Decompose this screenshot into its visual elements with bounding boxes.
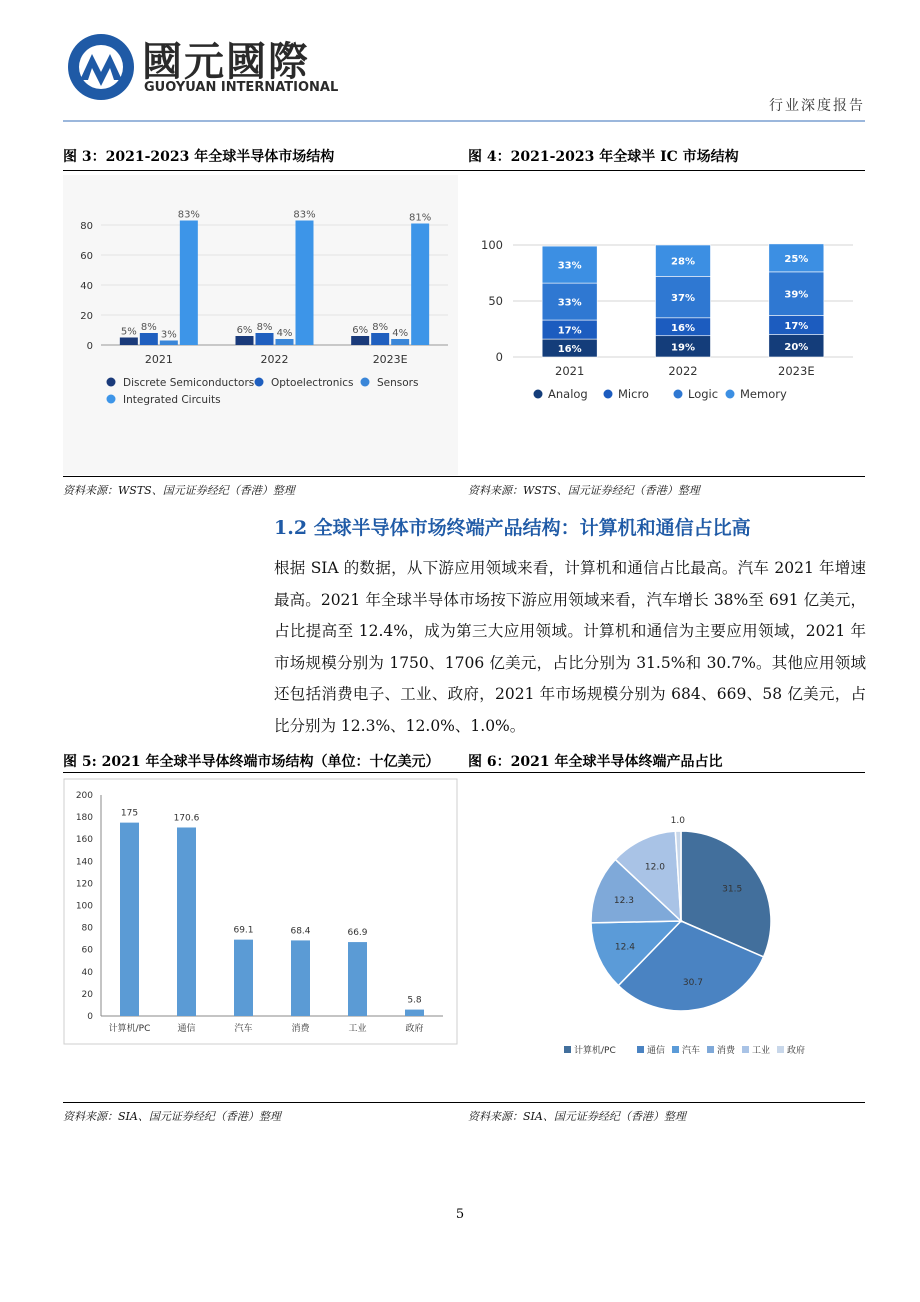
fig3-title: 图 3：2021-2023 年全球半导体市场结构 (63, 149, 335, 165)
fig5-ytick-label: 200 (75, 791, 93, 801)
fig6-slice-label: 12.3 (613, 896, 634, 907)
report-type: 行业深度报告 (769, 98, 865, 114)
fig3-bar (371, 333, 389, 345)
fig3-bar (180, 221, 198, 346)
fig5-data-label: 175 (120, 808, 139, 819)
fig3-data-label: 8% (140, 322, 157, 333)
fig6-legend-label: 汽车 (682, 1046, 701, 1056)
fig5-bar (405, 1010, 424, 1016)
fig3-data-label: 4% (392, 328, 409, 339)
fig5-ytick-label: 180 (75, 813, 93, 824)
fig6-legend-marker (777, 1046, 784, 1053)
fig3-legend-label: Discrete Semiconductors (123, 377, 255, 389)
fig3-legend-marker (361, 378, 370, 387)
fig5-source: 资料来源：SIA、国元证券经纪（香港）整理 (63, 1110, 281, 1123)
fig3-legend-marker (107, 378, 116, 387)
fig3-xtick-label: 2023E (372, 353, 408, 366)
section-paragraph: 根据 SIA 的数据，从下游应用领域来看，计算机和通信占比最高。汽车 2021 年增速最高。2021 年全球半导体市场按下游应用领域来看，汽车增长 38%至 691 亿美元，占比提高至 12.4%，成为第三大应用领域。计算机和通信为主要应用领域，2021 年市场规模分别为 1750、1706 亿美元，占比分别为 31.5%和 30.7%。其他应用领域还包括消费电子、工业、政府，2021 年市场规模分别为 684、669、58 亿美元，占比分别为 12.3%、12.0%、1.0%。 (274, 559, 866, 735)
fig3-bar (276, 339, 294, 345)
fig3-data-label: 5% (120, 326, 137, 338)
fig5-ytick-label: 0 (87, 1012, 93, 1022)
company-name-cn: 國元國際 (142, 39, 310, 85)
fig5-ytick-label: 40 (81, 967, 93, 978)
fig6-title: 图 6：2021 年全球半导体终端产品占比 (468, 754, 723, 770)
fig5-title: 图 5: 2021 年全球半导体终端市场结构（单位：十亿美元） (63, 754, 440, 770)
fig-row1-top-rule (63, 170, 865, 171)
fig3-bar (120, 338, 138, 346)
fig5-bar (291, 940, 310, 1016)
fig5-data-label: 69.1 (233, 925, 254, 936)
fig4-legend-label: Micro (618, 387, 649, 401)
header-divider (63, 120, 865, 122)
fig4-data-label: 25% (784, 253, 809, 265)
fig3-ytick-label: 80 (80, 221, 93, 232)
fig4-ytick-label: 0 (495, 350, 503, 364)
fig6-legend-label: 消费 (717, 1046, 736, 1056)
fig6-legend-marker (637, 1046, 644, 1053)
fig4-data-label: 28% (671, 256, 695, 268)
fig6-legend-marker (742, 1046, 749, 1053)
fig4-xtick-label: 2021 (555, 364, 585, 378)
fig4-data-label: 33% (557, 260, 582, 272)
fig3-bar (351, 336, 369, 345)
fig5-ytick-label: 120 (75, 879, 93, 890)
fig3-xtick-label: 2021 (144, 353, 173, 366)
fig4-data-label: 37% (671, 293, 695, 305)
fig5-bar (234, 940, 253, 1016)
company-name-en: GUOYUAN INTERNATIONAL (144, 80, 339, 95)
fig4-source: 资料来源：WSTS、国元证券经纪（香港）整理 (468, 484, 700, 497)
fig3-legend-label: Sensors (377, 377, 419, 389)
fig4-ytick-label: 100 (481, 238, 503, 252)
fig6-legend-marker (707, 1046, 714, 1053)
fig3-legend-marker (107, 395, 116, 404)
fig4-ytick-label: 50 (488, 294, 503, 308)
fig3-chart (63, 175, 458, 475)
fig3-ytick-label: 60 (80, 251, 93, 262)
fig3-data-label: 83% (177, 209, 200, 221)
fig4-chart (468, 175, 863, 475)
fig5-xtick-label: 计算机/PC (108, 1024, 151, 1034)
fig3-data-label: 8% (256, 322, 273, 333)
fig6-legend-label: 政府 (787, 1046, 806, 1056)
fig3-source: 资料来源：WSTS、国元证券经纪（香港）整理 (63, 484, 295, 497)
fig3-bar (296, 221, 314, 346)
fig3-bar (160, 341, 178, 346)
fig5-xtick-label: 消费 (291, 1024, 310, 1034)
fig3-ytick-label: 0 (86, 341, 93, 352)
fig-row1-bottom-rule (63, 476, 865, 477)
fig6-slice-label: 1.0 (670, 816, 685, 827)
fig5-data-label: 5.8 (407, 995, 422, 1006)
fig3-bar (256, 333, 274, 345)
fig4-xtick-label: 2023E (778, 364, 815, 378)
fig5-xtick-label: 通信 (177, 1024, 196, 1034)
fig5-ytick-label: 100 (75, 901, 93, 912)
section-title: 1.2 全球半导体市场终端产品结构：计算机和通信占比高 (274, 517, 751, 539)
fig6-legend-label: 计算机/PC (574, 1046, 616, 1056)
fig6-slice-label: 30.7 (682, 978, 703, 988)
page-number: 5 (455, 1207, 465, 1222)
fig3-bar (140, 333, 158, 345)
fig4-data-label: 39% (784, 289, 809, 301)
fig6-slice-label: 31.5 (722, 884, 743, 895)
fig3-data-label: 8% (372, 322, 389, 333)
fig5-chart (63, 778, 458, 1053)
fig4-title: 图 4：2021-2023 年全球半 IC 市场结构 (468, 149, 739, 165)
fig5-ytick-label: 140 (75, 857, 93, 868)
fig3-data-label: 3% (160, 329, 177, 341)
fig4-data-label: 20% (784, 341, 809, 353)
fig4-legend-marker (674, 390, 683, 399)
fig3-data-label: 83% (293, 209, 316, 221)
fig3-data-label: 81% (409, 212, 432, 224)
fig4-legend-label: Memory (740, 387, 787, 401)
fig4-legend-label: Logic (688, 387, 719, 401)
fig5-data-label: 66.9 (347, 928, 368, 939)
fig6-chart (468, 778, 863, 1078)
fig4-data-label: 16% (671, 322, 695, 334)
company-logo (66, 30, 339, 102)
fig6-slice-label: 12.0 (644, 862, 665, 873)
fig3-ytick-label: 40 (80, 281, 93, 292)
fig6-slice-label: 12.4 (614, 942, 635, 953)
fig4-legend-marker (726, 390, 735, 399)
fig5-bar (348, 942, 367, 1016)
fig5-xtick-label: 工业 (348, 1024, 367, 1034)
fig3-data-label: 6% (236, 325, 253, 336)
fig5-ytick-label: 60 (81, 945, 93, 956)
fig3-legend-label: Integrated Circuits (123, 394, 221, 406)
fig4-legend-label: Analog (548, 387, 588, 401)
fig6-legend-marker (672, 1046, 679, 1053)
fig6-legend-marker (564, 1046, 571, 1053)
fig4-data-label: 19% (671, 342, 695, 354)
fig6-legend-label: 工业 (752, 1046, 771, 1056)
fig4-data-label: 17% (784, 321, 809, 333)
fig4-data-label: 17% (557, 325, 582, 337)
fig5-ytick-label: 80 (81, 923, 93, 934)
fig4-legend-marker (604, 390, 613, 399)
fig-row2-top-rule (63, 772, 865, 773)
fig6-source: 资料来源：SIA、国元证券经纪（香港）整理 (468, 1110, 686, 1123)
fig3-data-label: 4% (276, 328, 293, 339)
fig6-legend-label: 通信 (647, 1046, 666, 1056)
fig5-bar (120, 823, 139, 1016)
fig3-bar (236, 336, 254, 345)
fig3-bar (391, 339, 409, 345)
fig5-bar (177, 827, 196, 1016)
fig3-legend-marker (255, 378, 264, 387)
fig5-data-label: 170.6 (173, 813, 200, 824)
logo-mark-icon (66, 32, 136, 102)
fig3-bar (411, 224, 429, 346)
fig5-data-label: 68.4 (290, 926, 311, 937)
fig3-xtick-label: 2022 (260, 353, 289, 366)
fig3-data-label: 6% (352, 325, 369, 336)
fig-row2-bottom-rule (63, 1102, 865, 1103)
fig5-ytick-label: 160 (75, 835, 93, 846)
fig5-xtick-label: 汽车 (234, 1024, 253, 1034)
fig4-legend-marker (534, 390, 543, 399)
fig4-data-label: 16% (557, 344, 582, 356)
fig4-data-label: 33% (557, 297, 582, 309)
fig5-ytick-label: 20 (81, 989, 93, 1000)
fig5-xtick-label: 政府 (405, 1024, 424, 1034)
fig4-xtick-label: 2022 (668, 364, 698, 378)
fig3-legend-label: Optoelectronics (271, 377, 354, 389)
fig3-ytick-label: 20 (80, 311, 93, 322)
